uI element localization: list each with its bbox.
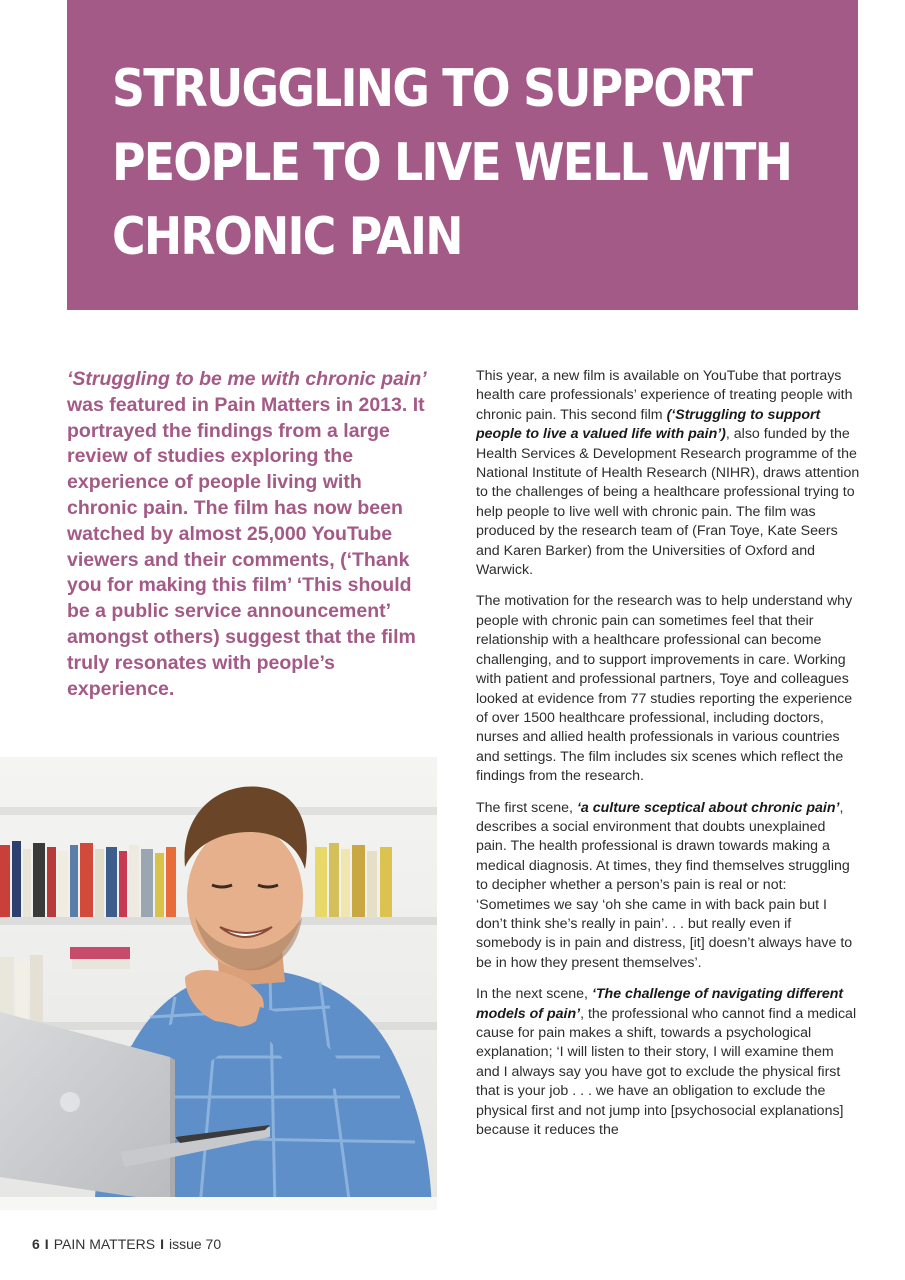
article-body bbox=[476, 367, 860, 1215]
article-photo bbox=[0, 757, 437, 1210]
man-at-laptop-illustration bbox=[0, 757, 437, 1210]
title-line-3: CHRONIC PAIN bbox=[112, 207, 462, 267]
p1-text-a: This year, a new film is available on YouTube that portrays health care professionals’ experience of treating people with chronic pain. This second film bbox=[476, 368, 853, 423]
paragraph-2: The motivation for the research was to help understand why people with chronic pain can sometimes feel that their relationship with a healthcare professional can become challenging, and to support improvements in care. Working with patient and professional partners, Toye and colleagues looked at evidence from 77 studies reporting the experience of over 1500 healthcare professional, including doctors, nurses and allied health professionals in various countries and settings. The film includes six scenes which reflect the findings from the research. bbox=[476, 593, 853, 785]
page-footer bbox=[32, 1236, 221, 1252]
footer-separator: I bbox=[44, 1236, 49, 1252]
p4-text-a: In the next scene, bbox=[476, 986, 592, 1003]
intro-text: was featured in Pain Matters in 2013. It portrayed the findings from a large review of studies exploring the experience of people living with chronic pain. The film has now been watched by almost 25,000 YouTube viewers and their comments, (‘Thank you for making this film’ ‘This should be a public service announcement’ amongst others) suggest that the film truly resonates with people’s experience. bbox=[67, 393, 425, 700]
title-line-1: STRUGGLING TO SUPPORT bbox=[112, 59, 752, 119]
p4-text-b: , the professional who cannot find a medical cause for pain makes a shift, towards a psychological explanation; ‘I will listen to their story, I will examine them and I always say you have got to exclude the physical first that is your job . . . we have an obligation to exclude the physical first and not jump into [psychosocial explanations] because it reduces the bbox=[476, 1005, 857, 1139]
p3-scene-title: ‘a culture sceptical about chronic pain’ bbox=[576, 799, 840, 816]
intro-film-title: ‘Struggling to be me with chronic pain’ bbox=[67, 368, 427, 390]
issue-number: issue 70 bbox=[168, 1236, 222, 1252]
p3-text-b: , describes a social environment that doubts unexplained pain. The health professional is drawn towards making a medical diagnosis. At times, they find themselves struggling to decipher whether a person’s pain is real or not: ‘Sometimes we say ‘oh she came in with back pain but I don’t think she’s really in pain’. . . but really even if somebody is in pain and distress, [it] doesn’t always have to be in how they present themselves’. bbox=[476, 799, 853, 971]
p1-film-title: (‘Struggling to support people to live a valued life with pain’) bbox=[476, 406, 821, 443]
title-banner bbox=[67, 0, 858, 310]
paragraph-3 bbox=[476, 799, 860, 974]
footer-separator-2: I bbox=[160, 1236, 164, 1252]
magazine-name: PAIN MATTERS bbox=[53, 1236, 156, 1252]
title-line-2: PEOPLE TO LIVE WELL WITH bbox=[112, 133, 792, 193]
page-title bbox=[112, 52, 791, 274]
intro-standfirst bbox=[67, 367, 429, 702]
p1-text-b: , also funded by the Health Services & Development Research programme of the National Institute of Health Research (NIHR), draws attention to the challenges of being a healthcare professional trying to help people to live well with chronic pain. The film was produced by the research team of (Fran Toye, Kate Seers and Karen Barker) from the Universities of Oxford and Warwick. bbox=[476, 426, 860, 579]
page-number: 6 bbox=[32, 1236, 40, 1252]
p3-text-a: The first scene, bbox=[476, 799, 577, 816]
paragraph-1 bbox=[476, 367, 860, 580]
p4-scene-title: ‘The challenge of navigating different models of pain’ bbox=[476, 986, 844, 1022]
paragraph-4 bbox=[476, 985, 860, 1140]
